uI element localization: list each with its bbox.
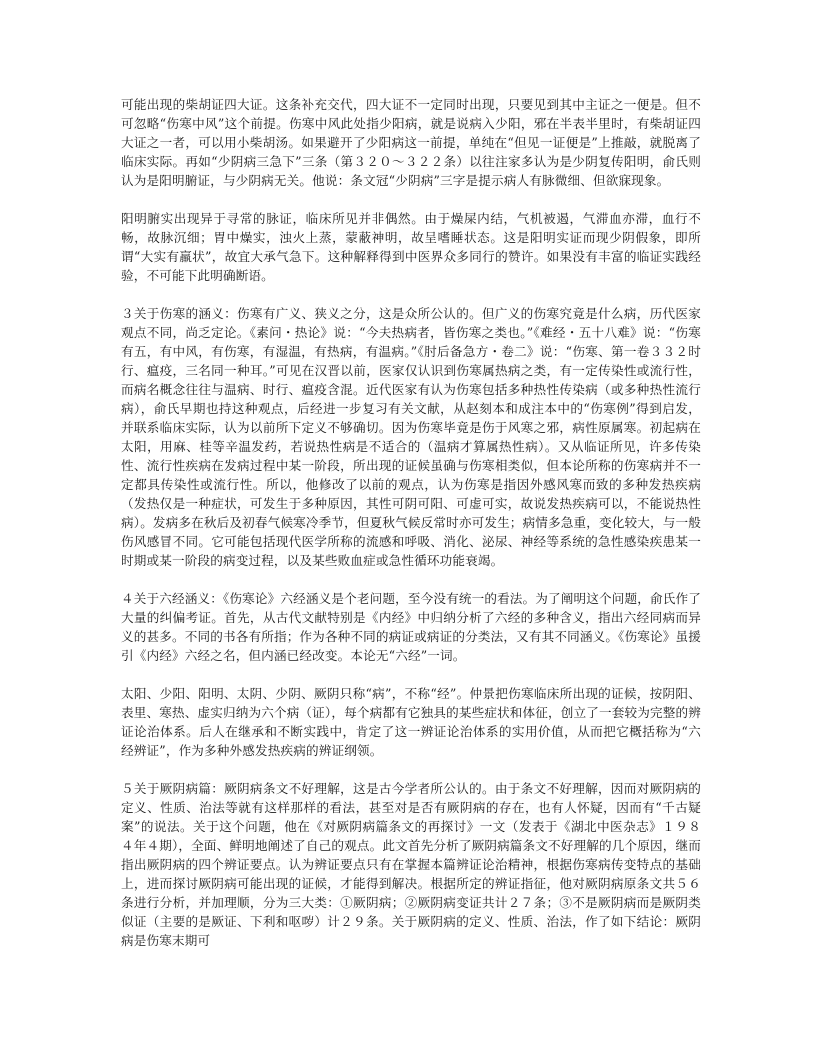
document-page xyxy=(121,95,701,950)
paragraph: ３关于伤寒的涵义：伤寒有广义、狭义之分，这是众所公认的。但广义的伤寒究竟是什么病，历代医家观点不同，尚乏定论。《素问・热论》说：“今夫热病者，皆伤寒之类也。”《难经・五十八难》说：“伤寒有五，有中风，有伤寒，有湿温，有热病，有温病。”《肘后备急方・卷二》说：“伤寒、第一卷３３２时行、瘟疫，三名同一种耳。”可见在汉晋以前，医家仅认识到伤寒属热病之类，有一定传染性或流行性，而病名概念往往与温病、时行、瘟疫含混。近代医家有认为伤寒包括多种热性传染病（或多种热性流行病），俞氏早期也持这种观点，后经进一步复习有关文献，从赵刻本和成注本中的“伤寒例”得到启发，并联系临床实际，认为以前所下定义不够确切。因为伤寒毕竟是伤于风寒之邪，病性原属寒。初起病在太阳，用麻、桂等辛温发药，若说热性病是不适合的（温病才算属热性病）。又从临证所见，许多传染性、流行性疾病在发病过程中某一阶段，所出现的证候虽确与伤寒相类似，但本论所称的伤寒病并不一定都具传染性或流行性。所以，他修改了以前的观点，认为伤寒是指因外感风寒而致的多种发热疾病（发热仅是一种症状，可发生于多种原因，其性可阴可阳、可虚可实，故说发热疾病可以，不能说热性病）。发病多在秋后及初春气候寒冷季节，但夏秋气候反常时亦可发生；病情多急重，变化较大，与一般伤风感冒不同。它可能包括现代医学所称的流感和呼吸、消化、泌尿、神经等系统的急性感染疾患某一时期或某一阶段的病变过程，以及某些败血症或急性循环功能衰竭。 xyxy=(121,306,701,568)
paragraph: 太阳、少阳、阳明、太阴、少阴、厥阴只称“病”，不称“经”。仲景把伤寒临床所出现的证候，按阴阳、表里、寒热、虚实归纳为六个病（证），每个病都有它独具的某些症状和体征，创立了一套较为完整的辨证论治体系。后人在继承和不断实践中，肯定了这一辨证论治体系的实用价值，从而把它概括称为“六经辨证”，作为多种外感发热疾病的辨证纲领。 xyxy=(121,686,701,758)
paragraph: ５关于厥阴病篇：厥阴病条文不好理解，这是古今学者所公认的。由于条文不好理解，因而对厥阴病的定义、性质、治法等就有这样那样的看法，甚至对是否有厥阴病的存在，也有人怀疑，因而有“千古疑案”的说法。关于这个问题，他在《对厥阴病篇条文的再探讨》一文（发表于《湖北中医杂志》１９８４年４期），全面、鲜明地阐述了自己的观点。此文首先分析了厥阴病篇条文不好理解的几个原因，继而指出厥阴病的四个辨证要点。认为辨证要点只有在掌握本篇辨证论治精神，根据伤寒病传变特点的基础上，进而探讨厥阴病可能出现的证候，才能得到解决。根据所定的辨证指征，他对厥阴病原条文共５６条进行分析，并加理顺，分为三大类：①厥阴病；②厥阴病变证共计２７条；③不是厥阴病而是厥阴类似证（主要的是厥证、下利和呕哕）计２９条。关于厥阴病的定义、性质、治法，作了如下结论：厥阴病是伤寒末期可 xyxy=(121,781,701,948)
paragraph: 可能出现的柴胡证四大证。这条补充交代，四大证不一定同时出现，只要见到其中主证之一便是。但不可忽略“伤寒中风”这个前提。伤寒中风此处指少阳病，就是说病入少阳，邪在半表半里时，有柴胡证四大证之一者，可以用小柴胡汤。如果避开了少阳病这一前提，单纯在“但见一证便是”上推敲，就脱离了临床实际。再如“少阴病三急下”三条（第３２０～３２２条）以往注家多认为是少阴复传阳明，俞氏则认为是阳明腑证，与少阴病无关。他说：条文冠“少阴病”三字是提示病人有脉微细、但欲寐现象。 xyxy=(121,97,701,188)
paragraph: ４关于六经涵义：《伤寒论》六经涵义是个老问题，至今没有统一的看法。为了阐明这个问题，俞氏作了大量的纠偏考证。首先，从古代文献特别是《内经》中归纳分析了六经的多种含义，指出六经同病而异义的甚多。不同的书各有所指；作为各种不同的病证或病证的分类法，又有其不同涵义。《伤寒论》虽援引《内经》六经之名，但内涵已经改变。本论无“六经”一词。 xyxy=(121,591,701,663)
paragraph: 阳明腑实出现异于寻常的脉证，临床所见并非偶然。由于燥屎内结，气机被遏，气滞血亦滞，血行不畅，故脉沉细；胃中燥实，浊火上蒸，蒙蔽神明，故呈嗜睡状态。这是阳明实证而现少阴假象，即所谓“大实有羸状”，故宜大承气急下。这种解释得到中医界众多同行的赞许。如果没有丰富的临证实践经验，不可能下此明确断语。 xyxy=(121,211,701,283)
